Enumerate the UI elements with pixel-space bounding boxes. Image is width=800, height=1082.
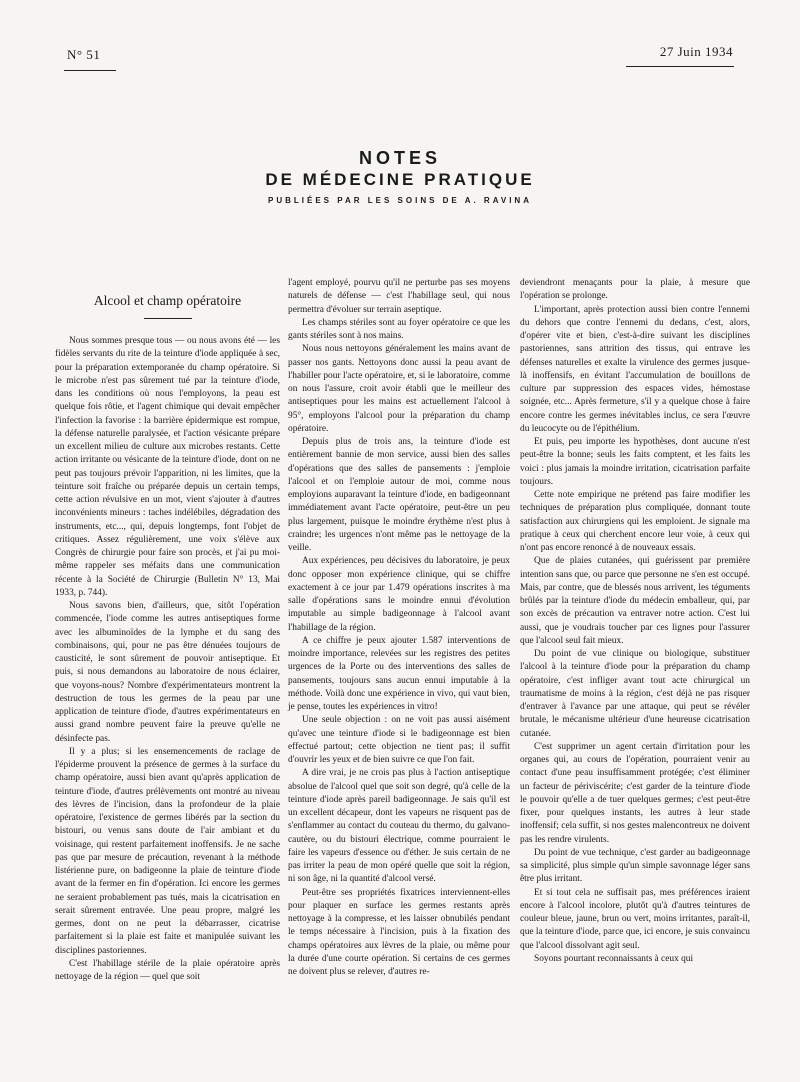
issue-number: N° 51 <box>67 47 101 62</box>
paragraph: Aux expériences, peu décisives du laboratoire, je peux donc opposer mon expérience clinique, qui se chiffre exactement à ce jour par 1.479 opérations inscrites à ma salle d'opérations sans le moindre ennui d'évolution imputable au simple badigeonnage à l'alcool avant l'habillage de la région. <box>288 556 510 633</box>
paragraph: Du point de vue technique, c'est garder au badigeonnage sa simplicité, plus simple qu'un simple savonnage léger sans être plus irritant. <box>520 847 750 885</box>
text-column-3 <box>520 277 750 966</box>
paragraph: Du point de vue clinique ou biologique, substituer l'alcool à la teinture d'iode pour la préparation du champ opératoire, c'est infliger avant tout acte chirurgical un traumatisme de moins à la région, c'est déjà ne pas risquer d'entraver à l'avance par une attaque, qui peut se révéler brutale, le mécanisme ultérieur d'une heureuse cicatrisation cutanée. <box>520 649 750 739</box>
section-subtitle: PUBLIÉES PAR LES SOINS DE A. RAVINA <box>268 196 532 205</box>
paragraph: Et puis, peu importe les hypothèses, dont aucune n'est peut-être la bonne; seuls les faits comptent, et les faits les voici : plus jamais la moindre irritation, cicatrisation parfaite toujours. <box>520 437 750 487</box>
paragraph: Nous nous nettoyons généralement les mains avant de passer nos gants. Nettoyons donc aussi la peau avant de l'habiller pour l'acte opératoire, et, si le laboratoire, comme on nous l'assure, croit avoir établi que le meilleur des antiseptiques pour les mains est actuellement l'alcool à 95°, employons l'alcool pour la préparation du champ opératoire. <box>288 344 510 434</box>
paragraph: A ce chiffre je peux ajouter 1.587 interventions de moindre importance, relevées sur les registres des petites urgences de la Porte ou des interventions des salles de pansements, toujours sans aucun ennui imputable à la méthode. Voilà donc une expérience in vivo, qui vaut bien, je pense, toutes les expériences in vitro! <box>288 635 510 712</box>
paragraph: l'agent employé, pourvu qu'il ne perturbe pas ses moyens naturels de défense — c'est l'habillage seul, qui nous permettra d'évoluer sur terrain aseptique. <box>288 278 510 315</box>
article-title-rule <box>144 318 192 319</box>
paragraph: Soyons pourtant reconnaissants à ceux qui <box>534 953 694 964</box>
header-rule-left <box>64 70 116 71</box>
paragraph: Nous savons bien, d'ailleurs, que, sitôt l'opération commencée, l'iode comme les autres antiseptiques forme avec les albuminoïdes de la lymphe et du sang des combinaisons, qui, pour ne pas être dénuées toujours de causticité, le sont sûrement de pouvoir antiseptique. Et puis, si nous demandons au laboratoire de nous éclairer, que voyons-nous? Nombre d'expérimentateurs montrent la destruction de tous les germes de la peau par une application de teinture d'iode, d'autres expérimentateurs en aussi grand nombre peuvent faire la preuve qu'elle ne désinfecte pas. <box>55 601 280 744</box>
issue-date: 27 Juin 1934 <box>659 44 733 59</box>
paragraph: Une seule objection : on ne voit pas aussi aisément qu'avec une teinture d'iode si le badigeonnage est bien effectué partout; cette objection ne tient pas; il suffit d'ouvrir les yeux et de bien suivre ce que l'on fait. <box>288 715 510 765</box>
paragraph: Nous sommes presque tous — ou nous avons été — les fidèles servants du rite de la teinture d'iode appliquée à sec, pour la préparation extemporanée du champ opératoire. Si le microbe n'est pas sûrement tué par la teinture d'iode, dans les conditions où nous l'employons, la peau est quelque fois rôtie, et l'agent chimique qui devait empêcher l'infection la favorise : la barrière épidermique est rompue, la défense naturelle paralysée, et l'action vésicante prépare un excellent milieu de culture aux microbes restants. Cette action irritante ou vésicante de la teinture d'iode, dont on ne peut pas toujours prévoir l'apparition, ni les limites, que la teinture soit fraîche ou préparée depuis un certain temps, cette action révulsive en un mot, vient s'ajouter à d'autres inconvénients mineurs : taches indélébiles, dégradation des instruments, etc..., qui, depuis longtemps, font l'objet de critiques. Assez régulièrement, une voix s'élève aux Congrès de chirurgie pour faire son procès, et j'ai pu moi-même rappeler ses méfaits dans une communication récente à la Société de Chirurgie (Bulletin N° 13, Mai 1933, p. 744). <box>55 336 280 598</box>
paragraph: Depuis plus de trois ans, la teinture d'iode est entièrement bannie de mon service, aussi bien des salles d'opérations que des salles de pansements : j'emploie l'alcool et on l'emploie autour de moi, comme nous employions auparavant la teinture d'iode, en badigeonnant immédiatement avant l'acte opératoire, peut-être un peu plus largement, puisque le moindre érythème n'est plus à craindre; les urgences n'ont même pas le nettoyage de la veille. <box>288 437 510 553</box>
paragraph: Peut-être ses propriétés fixatrices interviennent-elles pour plaquer en surface les germes restants après nettoyage à la compresse, et les laisser obnubilés pendant le temps nécessaire à l'incision, puis à la fixation des champs opératoires aux lèvres de la plaie, ou même pour la durée d'une courte opération. Si certains de ces germes ne doivent plus se relever, d'autres re- <box>288 887 510 977</box>
section-title-notes: NOTES <box>358 148 441 168</box>
paragraph: Il y a plus; si les ensemencements de raclage de l'épiderme prouvent la présence de germes à la surface du champ opératoire, aussi bien avant qu'après application de teinture d'iode, d'autres prélèvements ont montré au niveau des lèvres de l'incision, dans la profondeur de la plaie opératoire, l'existence de germes libérés par la section du bistouri, ou venus sans doute de l'air ambiant et du voisinage, qui restent parfaitement inoffensifs. Je ne sache pas que par mesure de précaution, revenant à la méthode listérienne pure, on badigeonne la plaie de teinture d'iode avant de la fermer en fin d'opération. Ici encore les germes ne seraient probablement pas tués, mais la cicatrisation en serait sûrement entravée. Une peau propre, malgré les germes, dont on ne peut la débarrasser, cicatrise parfaitement si la plaie est faite et manipulée suivant les disciplines pastoriennes. <box>55 746 280 956</box>
paragraph: L'important, après protection aussi bien contre l'ennemi du dehors que contre l'ennemi du dedans, c'est, alors, d'opérer vite et bien, c'est-à-dire suivant les disciplines pastoriennes, sans attrition des tissus, qui entrave les défenses naturelles et exalte la virulence des germes jusque-là inoffensifs, en évitant l'accumulation de bouillons de culture par suppression des espaces vides, hémostase soignée, etc... Après fermeture, s'il y a quelque chose à faire encore contre les germes inévitables inclus, ce sera l'œuvre du leucocyte ou de l'épithélium. <box>520 304 750 434</box>
paragraph: C'est supprimer un agent certain d'irritation pour les organes qui, au cours de l'opération, pourraient venir au contact d'une peau insuffisamment protégée; c'est éliminer un facteur de périviscérite; c'est garder de la teinture d'iode le pouvoir qu'elle a de tuer quelques germes; c'est peut-être fixer, pour quelques instants, les autres à leur stade inoffensif; cela suffit, si nos gestes malencontreux ne doivent pas les rendre virulents. <box>520 741 750 845</box>
paragraph: Que de plaies cutanées, qui guérissent par première intention sans que, ou parce que personne ne s'en est occupé. Mais, par contre, que de blessés nous arrivent, les téguments brûlés par la teinture d'iode du médecin emballeur, qui, par son excès de précaution va entraver notre action. C'est lui aussi, que je voudrais toucher par ces lignes pour l'assurer que l'alcool seul fait mieux. <box>520 556 750 646</box>
text-column-2 <box>288 277 510 979</box>
header-rule-right <box>626 66 734 67</box>
paragraph: deviendront menaçants pour la plaie, à mesure que l'opération se prolonge. <box>520 278 750 302</box>
paragraph: C'est l'habillage stérile de la plaie opératoire après nettoyage de la région — quel que soit <box>55 958 280 982</box>
article-title: Alcool et champ opératoire <box>93 293 242 308</box>
text-column-1 <box>55 335 280 984</box>
paragraph: Les champs stériles sont au foyer opératoire ce que les gants stériles sont à nos mains. <box>288 317 510 341</box>
section-title-medecine: DE MÉDECINE PRATIQUE <box>265 170 535 189</box>
paragraph: A dire vrai, je ne crois pas plus à l'action antiseptique absolue de l'alcool quel que soit son degré, qu'à celle de la teinture d'iode après pareil badigeonnage. Je sais qu'il est un excellent décapeur, dont les vapeurs ne risquent pas de s'enflammer au contact du couteau du thermo, du galvano-cautère, ou du bistouri électrique, comme pourraient le faire les vapeurs d'essence ou d'éther. Je suis certain de ne pas irriter la peau de mon opéré quelle que soit la région, ni son âge, ni la quantité d'alcool versé. <box>288 768 510 885</box>
paragraph: Cette note empirique ne prétend pas faire modifier les techniques de préparation plus compliquée, donnant toute satisfaction aux chirurgiens qui les emploient. Je signale ma pratique à ceux qui cherchent encore leur voie, à ceux qui n'ont pas encore renoncé à de nouveaux essais. <box>520 490 750 553</box>
paragraph: Et si tout cela ne suffisait pas, mes préférences iraient encore à l'alcool incolore, plutôt qu'à d'autres teintures de couleur bleue, jaune, brun ou vert, moins irritantes, paraît-il, que la teinture d'iode, parce que, ici encore, je suis convaincu que l'alcool dissolvant agit seul. <box>520 887 750 951</box>
